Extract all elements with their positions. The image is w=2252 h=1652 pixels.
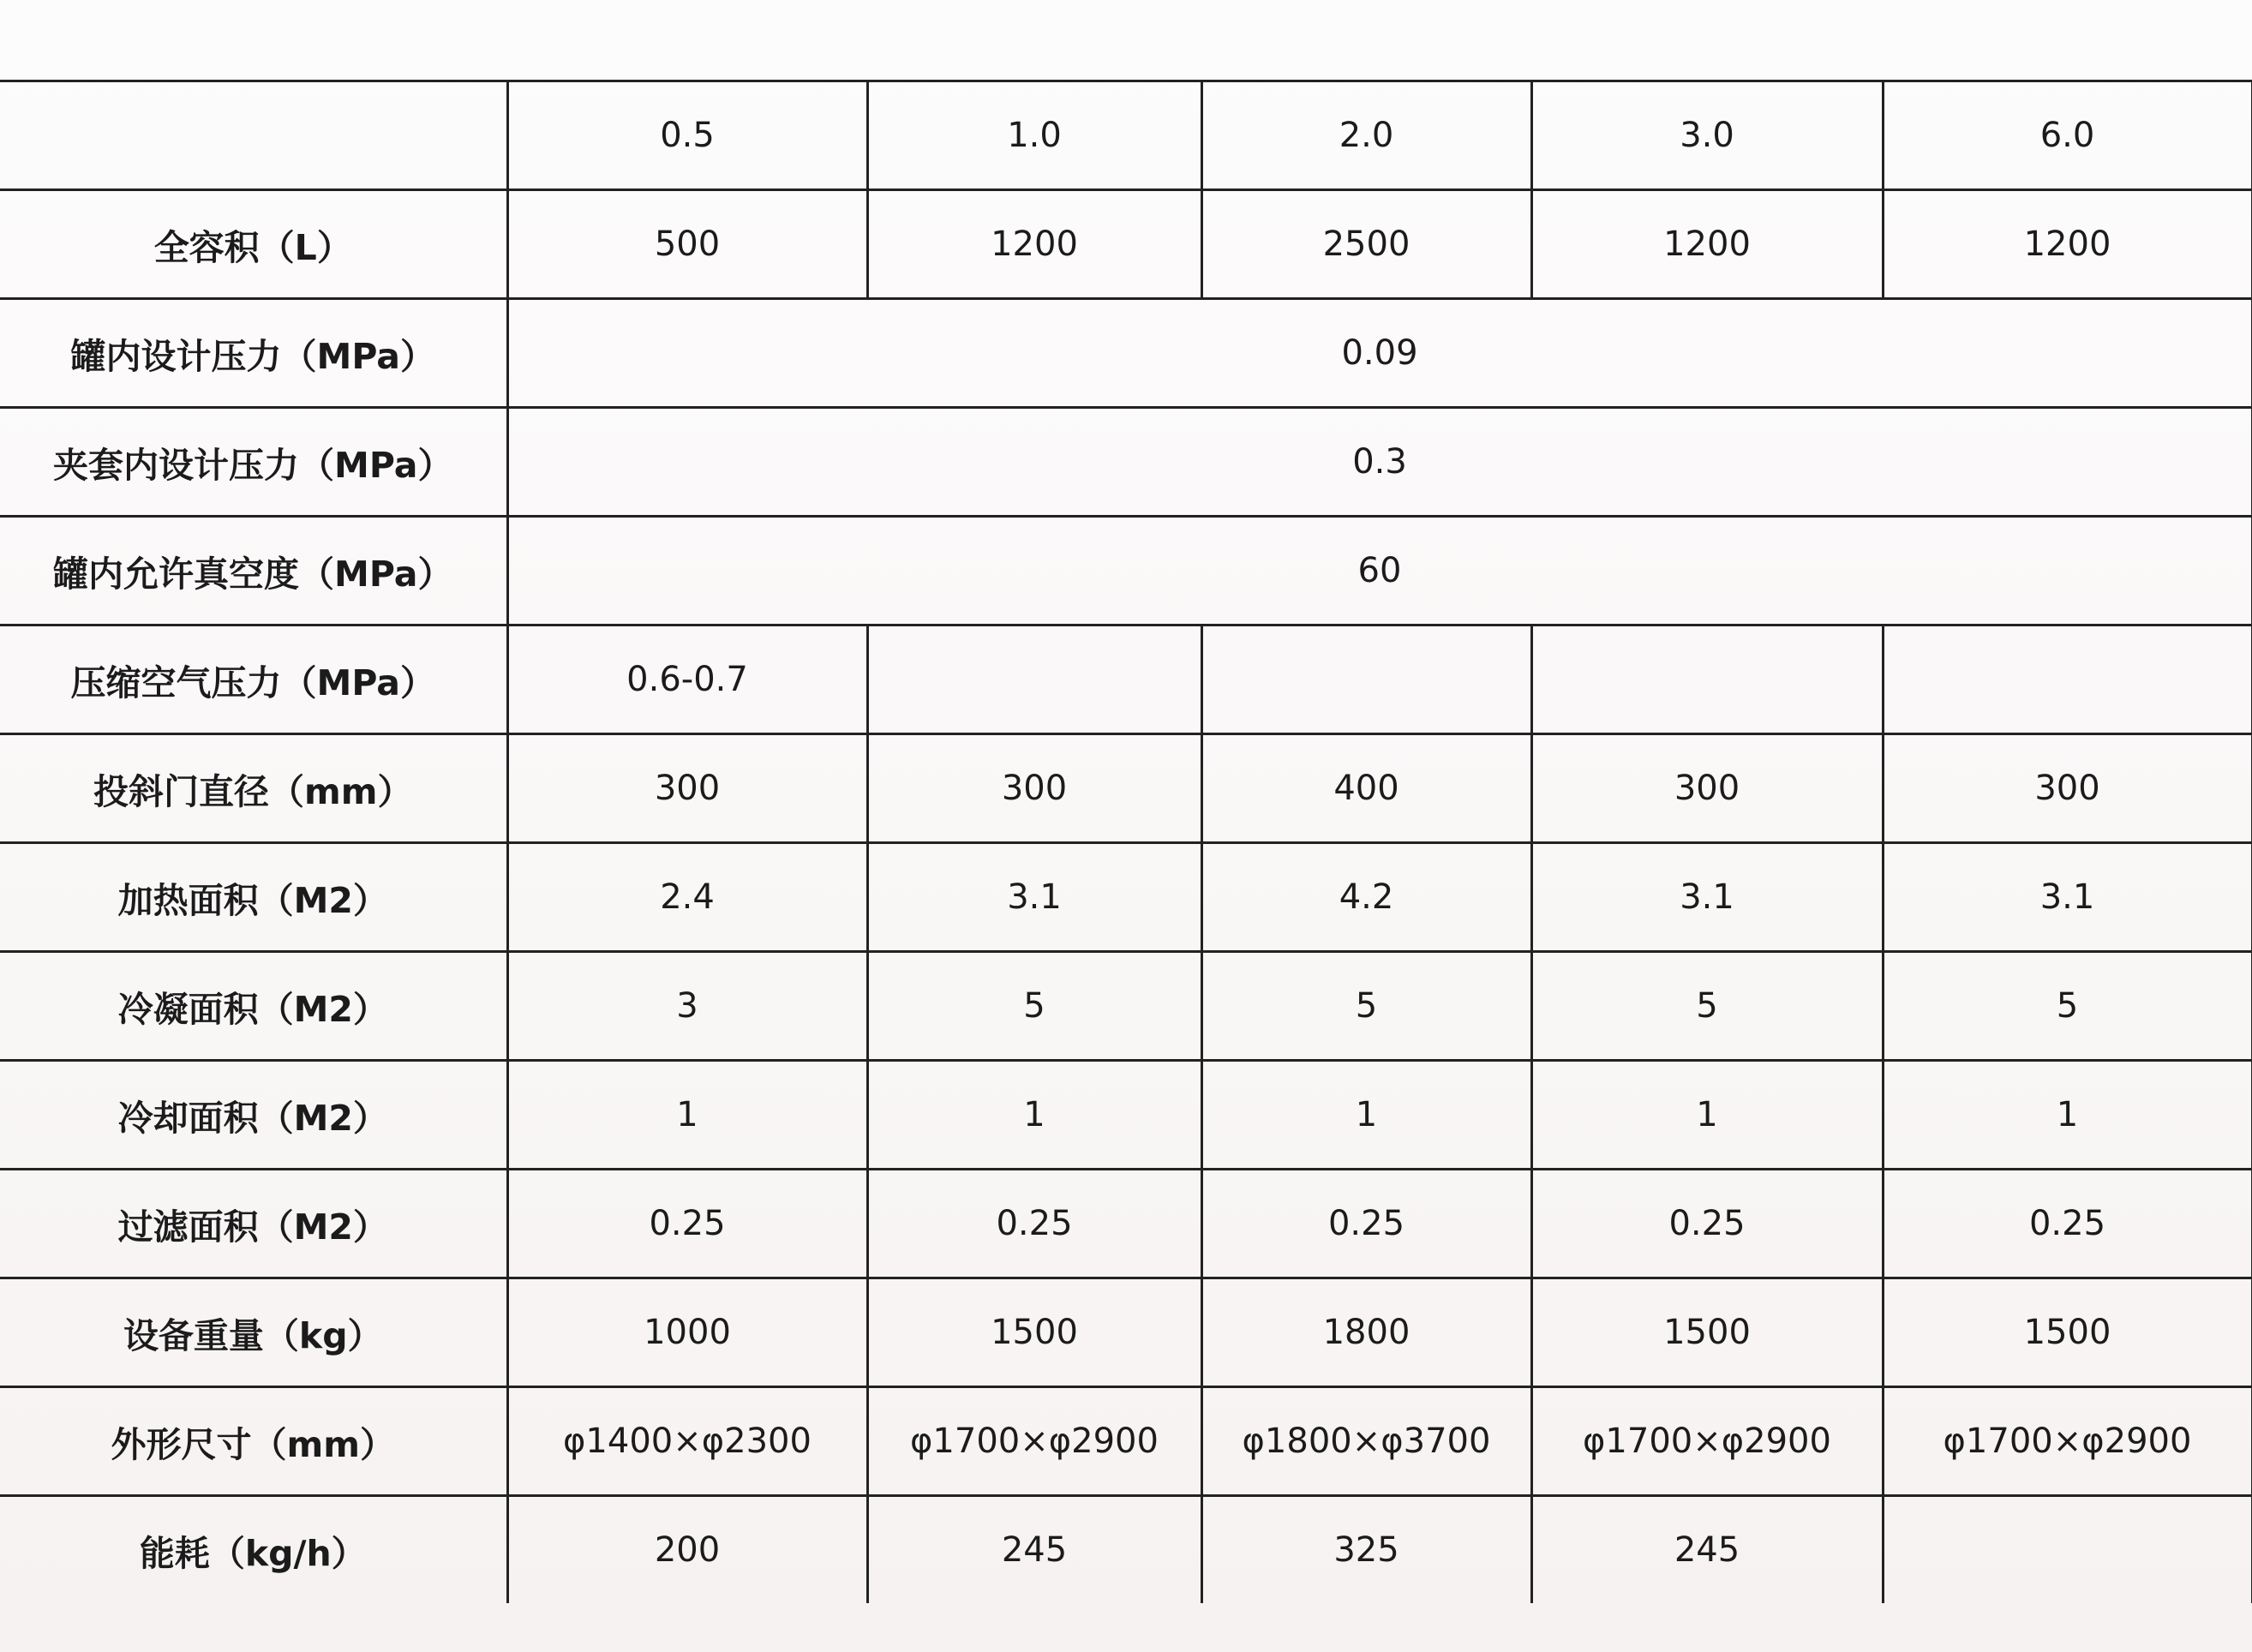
table-row [0,952,2252,1061]
table-cell: 1 [1883,1061,2252,1170]
table-cell: 300 [1883,734,2252,843]
table-row [0,517,2252,625]
table-row [0,843,2252,952]
table-row [0,625,2252,734]
merged-cell: 0.3 [507,408,2252,517]
table-cell: 1500 [1883,1278,2252,1387]
table-cell: 1200 [1531,190,1883,299]
table-cell: 5 [1201,952,1531,1061]
table-cell [1883,1496,2252,1604]
table-cell: 2.4 [507,843,867,952]
table-header-row [0,81,2252,190]
row-label: 罐内设计压力（MPa） [0,299,507,408]
table-cell [867,625,1201,734]
row-label: 全容积（L） [0,190,507,299]
table-row [0,734,2252,843]
table-row [0,1061,2252,1170]
table-cell [1531,625,1883,734]
table-cell: 3.1 [867,843,1201,952]
table-cell [1201,625,1531,734]
table-cell: φ1700×φ2900 [867,1387,1201,1496]
row-label: 设备重量（kg） [0,1278,507,1387]
table-cell: 5 [1531,952,1883,1061]
table-cell: 1 [507,1061,867,1170]
table-cell: 5 [1883,952,2252,1061]
row-label: 外形尺寸（mm） [0,1387,507,1496]
table-cell: 1500 [1531,1278,1883,1387]
table-cell: 1 [1531,1061,1883,1170]
row-label: 罐内允许真空度（MPa） [0,517,507,625]
row-label: 加热面积（M2） [0,843,507,952]
table-row [0,190,2252,299]
table-row [0,1170,2252,1278]
table-cell: 245 [867,1496,1201,1604]
header-cell: 1.0 [867,81,1201,190]
table-cell: 1500 [867,1278,1201,1387]
row-label: 冷凝面积（M2） [0,952,507,1061]
table-cell: 200 [507,1496,867,1604]
table-cell: 300 [867,734,1201,843]
table-cell: 1200 [867,190,1201,299]
table-cell: 325 [1201,1496,1531,1604]
merged-cell: 0.09 [507,299,2252,408]
spec-table [0,80,2252,1603]
table-cell: 245 [1531,1496,1883,1604]
table-row [0,1387,2252,1496]
table-cell: 2500 [1201,190,1531,299]
row-label: 夹套内设计压力（MPa） [0,408,507,517]
row-label: 投斜门直径（mm） [0,734,507,843]
table-row [0,408,2252,517]
table-cell: 3 [507,952,867,1061]
table-row [0,299,2252,408]
table-cell: 400 [1201,734,1531,843]
table-cell: 0.25 [507,1170,867,1278]
table-cell: 1 [867,1061,1201,1170]
table-cell: 1000 [507,1278,867,1387]
table-cell: 0.25 [1201,1170,1531,1278]
table-cell: 3.1 [1531,843,1883,952]
table-cell: 4.2 [1201,843,1531,952]
table-cell [1883,625,2252,734]
row-label: 压缩空气压力（MPa） [0,625,507,734]
table-row [0,1496,2252,1604]
table-cell: 300 [507,734,867,843]
header-cell: 3.0 [1531,81,1883,190]
table-cell: 1 [1201,1061,1531,1170]
table-cell: 1200 [1883,190,2252,299]
table-cell: 500 [507,190,867,299]
row-label: 冷却面积（M2） [0,1061,507,1170]
header-cell [0,81,507,190]
table-cell: 0.25 [1883,1170,2252,1278]
table-cell: φ1800×φ3700 [1201,1387,1531,1496]
table-cell: 0.25 [867,1170,1201,1278]
table-cell: 3.1 [1883,843,2252,952]
table-cell: φ1700×φ2900 [1531,1387,1883,1496]
table-cell: φ1700×φ2900 [1883,1387,2252,1496]
header-cell: 6.0 [1883,81,2252,190]
table-cell: 1800 [1201,1278,1531,1387]
table-cell: 0.6-0.7 [507,625,867,734]
table-cell: 300 [1531,734,1883,843]
table-cell: 5 [867,952,1201,1061]
row-label: 过滤面积（M2） [0,1170,507,1278]
table-row [0,1278,2252,1387]
table-cell: 0.25 [1531,1170,1883,1278]
header-cell: 2.0 [1201,81,1531,190]
table-cell: φ1400×φ2300 [507,1387,867,1496]
row-label: 能耗（kg/h） [0,1496,507,1604]
header-cell: 0.5 [507,81,867,190]
merged-cell: 60 [507,517,2252,625]
